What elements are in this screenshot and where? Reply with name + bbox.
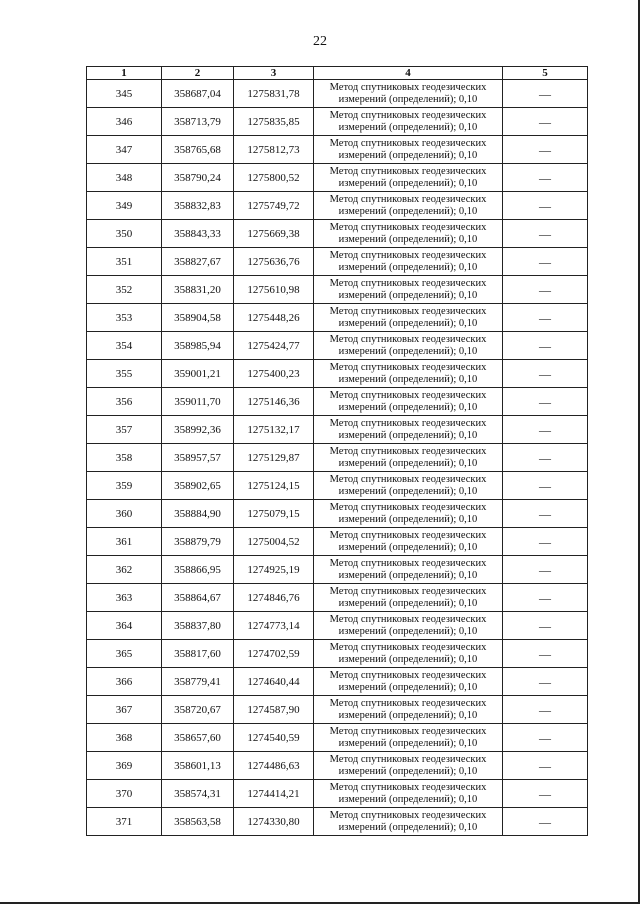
method-line-2: измерений (определений); 0,10 xyxy=(338,793,478,805)
column-5-cell: — xyxy=(503,584,588,612)
header-row xyxy=(87,67,588,80)
y-coordinate-cell: 1274773,14 xyxy=(234,612,314,640)
column-header-5: 5 xyxy=(503,67,588,80)
method-line-2: измерений (определений); 0,10 xyxy=(338,205,478,217)
point-number-cell: 367 xyxy=(87,696,162,724)
point-number-cell: 354 xyxy=(87,332,162,360)
point-number-cell: 365 xyxy=(87,640,162,668)
x-coordinate-cell: 358574,31 xyxy=(162,780,234,808)
point-number-cell: 356 xyxy=(87,388,162,416)
table-header xyxy=(87,67,588,80)
method-cell xyxy=(314,276,503,304)
y-coordinate-cell: 1275448,26 xyxy=(234,304,314,332)
method-line-2: измерений (определений); 0,10 xyxy=(338,625,478,637)
x-coordinate-cell: 358790,24 xyxy=(162,164,234,192)
x-coordinate-cell: 358879,79 xyxy=(162,528,234,556)
table-row xyxy=(87,444,588,472)
method-line-2: измерений (определений); 0,10 xyxy=(338,737,478,749)
column-5-cell: — xyxy=(503,724,588,752)
table-row xyxy=(87,108,588,136)
table-row xyxy=(87,780,588,808)
point-number-cell: 351 xyxy=(87,248,162,276)
table-row xyxy=(87,528,588,556)
method-cell xyxy=(314,108,503,136)
method-line-2: измерений (определений); 0,10 xyxy=(338,261,478,273)
method-cell xyxy=(314,808,503,836)
method-cell xyxy=(314,416,503,444)
method-cell xyxy=(314,640,503,668)
table-row xyxy=(87,612,588,640)
column-5-cell: — xyxy=(503,556,588,584)
x-coordinate-cell: 358817,60 xyxy=(162,640,234,668)
method-line-1: Метод спутниковых геодезических xyxy=(329,417,487,429)
column-5-cell: — xyxy=(503,752,588,780)
table-row xyxy=(87,724,588,752)
x-coordinate-cell: 358779,41 xyxy=(162,668,234,696)
point-number-cell: 352 xyxy=(87,276,162,304)
method-line-1: Метод спутниковых геодезических xyxy=(329,809,487,821)
method-cell xyxy=(314,388,503,416)
point-number-cell: 368 xyxy=(87,724,162,752)
column-5-cell: — xyxy=(503,668,588,696)
method-line-2: измерений (определений); 0,10 xyxy=(338,485,478,497)
column-5-cell: — xyxy=(503,388,588,416)
method-line-2: измерений (определений); 0,10 xyxy=(338,373,478,385)
column-5-cell: — xyxy=(503,220,588,248)
point-number-cell: 348 xyxy=(87,164,162,192)
method-line-1: Метод спутниковых геодезических xyxy=(329,473,487,485)
y-coordinate-cell: 1275424,77 xyxy=(234,332,314,360)
column-5-cell: — xyxy=(503,80,588,108)
y-coordinate-cell: 1274640,44 xyxy=(234,668,314,696)
x-coordinate-cell: 359001,21 xyxy=(162,360,234,388)
method-cell xyxy=(314,248,503,276)
method-line-2: измерений (определений); 0,10 xyxy=(338,457,478,469)
point-number-cell: 347 xyxy=(87,136,162,164)
y-coordinate-cell: 1274846,76 xyxy=(234,584,314,612)
y-coordinate-cell: 1274330,80 xyxy=(234,808,314,836)
point-number-cell: 364 xyxy=(87,612,162,640)
column-5-cell: — xyxy=(503,136,588,164)
y-coordinate-cell: 1275129,87 xyxy=(234,444,314,472)
x-coordinate-cell: 358884,90 xyxy=(162,500,234,528)
method-line-1: Метод спутниковых геодезических xyxy=(329,557,487,569)
method-cell xyxy=(314,192,503,220)
method-cell xyxy=(314,472,503,500)
method-line-2: измерений (определений); 0,10 xyxy=(338,289,478,301)
y-coordinate-cell: 1275636,76 xyxy=(234,248,314,276)
y-coordinate-cell: 1275831,78 xyxy=(234,80,314,108)
method-line-1: Метод спутниковых геодезических xyxy=(329,305,487,317)
method-cell xyxy=(314,332,503,360)
x-coordinate-cell: 359011,70 xyxy=(162,388,234,416)
method-line-1: Метод спутниковых геодезических xyxy=(329,221,487,233)
x-coordinate-cell: 358601,13 xyxy=(162,752,234,780)
method-cell xyxy=(314,528,503,556)
table-row xyxy=(87,248,588,276)
table-row xyxy=(87,80,588,108)
method-cell xyxy=(314,556,503,584)
method-line-1: Метод спутниковых геодезических xyxy=(329,697,487,709)
method-line-2: измерений (определений); 0,10 xyxy=(338,821,478,833)
point-number-cell: 369 xyxy=(87,752,162,780)
page-number: 22 xyxy=(313,34,327,49)
method-line-1: Метод спутниковых геодезических xyxy=(329,725,487,737)
method-line-1: Метод спутниковых геодезических xyxy=(329,613,487,625)
table-row xyxy=(87,668,588,696)
method-line-1: Метод спутниковых геодезических xyxy=(329,137,487,149)
method-line-1: Метод спутниковых геодезических xyxy=(329,529,487,541)
table-body xyxy=(87,80,588,836)
column-5-cell: — xyxy=(503,444,588,472)
y-coordinate-cell: 1275669,38 xyxy=(234,220,314,248)
y-coordinate-cell: 1275800,52 xyxy=(234,164,314,192)
y-coordinate-cell: 1274414,21 xyxy=(234,780,314,808)
y-coordinate-cell: 1275124,15 xyxy=(234,472,314,500)
method-cell xyxy=(314,696,503,724)
method-line-1: Метод спутниковых геодезических xyxy=(329,277,487,289)
method-line-2: измерений (определений); 0,10 xyxy=(338,345,478,357)
y-coordinate-cell: 1274925,19 xyxy=(234,556,314,584)
method-line-1: Метод спутниковых геодезических xyxy=(329,501,487,513)
x-coordinate-cell: 358687,04 xyxy=(162,80,234,108)
point-number-cell: 370 xyxy=(87,780,162,808)
y-coordinate-cell: 1275004,52 xyxy=(234,528,314,556)
method-line-2: измерений (определений); 0,10 xyxy=(338,513,478,525)
table-row xyxy=(87,220,588,248)
x-coordinate-cell: 358992,36 xyxy=(162,416,234,444)
method-line-2: измерений (определений); 0,10 xyxy=(338,569,478,581)
column-5-cell: — xyxy=(503,780,588,808)
method-line-2: измерений (определений); 0,10 xyxy=(338,121,478,133)
method-cell xyxy=(314,752,503,780)
point-number-cell: 350 xyxy=(87,220,162,248)
method-cell xyxy=(314,668,503,696)
y-coordinate-cell: 1275835,85 xyxy=(234,108,314,136)
point-number-cell: 371 xyxy=(87,808,162,836)
x-coordinate-cell: 358866,95 xyxy=(162,556,234,584)
x-coordinate-cell: 358902,65 xyxy=(162,472,234,500)
table-row xyxy=(87,192,588,220)
column-header-1: 1 xyxy=(87,67,162,80)
method-line-1: Метод спутниковых геодезических xyxy=(329,781,487,793)
column-5-cell: — xyxy=(503,192,588,220)
method-line-1: Метод спутниковых геодезических xyxy=(329,165,487,177)
method-line-1: Метод спутниковых геодезических xyxy=(329,641,487,653)
column-5-cell: — xyxy=(503,304,588,332)
x-coordinate-cell: 358831,20 xyxy=(162,276,234,304)
x-coordinate-cell: 358563,58 xyxy=(162,808,234,836)
method-line-2: измерений (определений); 0,10 xyxy=(338,93,478,105)
method-cell xyxy=(314,164,503,192)
method-cell xyxy=(314,584,503,612)
method-line-1: Метод спутниковых геодезических xyxy=(329,81,487,93)
x-coordinate-cell: 358904,58 xyxy=(162,304,234,332)
y-coordinate-cell: 1275610,98 xyxy=(234,276,314,304)
method-line-2: измерений (определений); 0,10 xyxy=(338,401,478,413)
method-cell xyxy=(314,304,503,332)
method-line-1: Метод спутниковых геодезических xyxy=(329,753,487,765)
column-5-cell: — xyxy=(503,640,588,668)
y-coordinate-cell: 1275812,73 xyxy=(234,136,314,164)
method-line-2: измерений (определений); 0,10 xyxy=(338,149,478,161)
method-line-1: Метод спутниковых геодезических xyxy=(329,585,487,597)
column-5-cell: — xyxy=(503,528,588,556)
x-coordinate-cell: 358837,80 xyxy=(162,612,234,640)
table-row xyxy=(87,164,588,192)
table-row xyxy=(87,136,588,164)
point-number-cell: 366 xyxy=(87,668,162,696)
table-row xyxy=(87,472,588,500)
point-number-cell: 346 xyxy=(87,108,162,136)
point-number-cell: 345 xyxy=(87,80,162,108)
method-line-2: измерений (определений); 0,10 xyxy=(338,541,478,553)
column-5-cell: — xyxy=(503,696,588,724)
table-row xyxy=(87,752,588,780)
column-5-cell: — xyxy=(503,612,588,640)
point-number-cell: 361 xyxy=(87,528,162,556)
column-5-cell: — xyxy=(503,108,588,136)
x-coordinate-cell: 358985,94 xyxy=(162,332,234,360)
method-line-2: измерений (определений); 0,10 xyxy=(338,177,478,189)
column-header-3: 3 xyxy=(234,67,314,80)
x-coordinate-cell: 358843,33 xyxy=(162,220,234,248)
column-header-2: 2 xyxy=(162,67,234,80)
table-row xyxy=(87,584,588,612)
table-row xyxy=(87,416,588,444)
method-line-1: Метод спутниковых геодезических xyxy=(329,109,487,121)
method-line-2: измерений (определений); 0,10 xyxy=(338,233,478,245)
method-line-2: измерений (определений); 0,10 xyxy=(338,765,478,777)
method-cell xyxy=(314,612,503,640)
method-cell xyxy=(314,500,503,528)
point-number-cell: 360 xyxy=(87,500,162,528)
method-line-1: Метод спутниковых геодезических xyxy=(329,249,487,261)
column-5-cell: — xyxy=(503,332,588,360)
y-coordinate-cell: 1274486,63 xyxy=(234,752,314,780)
coordinates-table xyxy=(86,66,588,836)
method-line-2: измерений (определений); 0,10 xyxy=(338,709,478,721)
y-coordinate-cell: 1275079,15 xyxy=(234,500,314,528)
table-row xyxy=(87,304,588,332)
y-coordinate-cell: 1274702,59 xyxy=(234,640,314,668)
point-number-cell: 363 xyxy=(87,584,162,612)
x-coordinate-cell: 358832,83 xyxy=(162,192,234,220)
y-coordinate-cell: 1274540,59 xyxy=(234,724,314,752)
point-number-cell: 358 xyxy=(87,444,162,472)
method-line-2: измерений (определений); 0,10 xyxy=(338,681,478,693)
table-row xyxy=(87,696,588,724)
y-coordinate-cell: 1275132,17 xyxy=(234,416,314,444)
point-number-cell: 362 xyxy=(87,556,162,584)
table-row xyxy=(87,556,588,584)
table-row xyxy=(87,276,588,304)
method-cell xyxy=(314,724,503,752)
column-5-cell: — xyxy=(503,276,588,304)
table-row xyxy=(87,360,588,388)
table-row xyxy=(87,388,588,416)
method-cell xyxy=(314,360,503,388)
x-coordinate-cell: 358713,79 xyxy=(162,108,234,136)
y-coordinate-cell: 1275749,72 xyxy=(234,192,314,220)
column-5-cell: — xyxy=(503,248,588,276)
x-coordinate-cell: 358657,60 xyxy=(162,724,234,752)
method-line-1: Метод спутниковых геодезических xyxy=(329,193,487,205)
method-line-1: Метод спутниковых геодезических xyxy=(329,333,487,345)
table-row xyxy=(87,640,588,668)
column-5-cell: — xyxy=(503,164,588,192)
point-number-cell: 353 xyxy=(87,304,162,332)
x-coordinate-cell: 358827,67 xyxy=(162,248,234,276)
point-number-cell: 359 xyxy=(87,472,162,500)
x-coordinate-cell: 358765,68 xyxy=(162,136,234,164)
table-row xyxy=(87,332,588,360)
column-header-4: 4 xyxy=(314,67,503,80)
method-cell xyxy=(314,780,503,808)
method-cell xyxy=(314,444,503,472)
column-5-cell: — xyxy=(503,472,588,500)
y-coordinate-cell: 1274587,90 xyxy=(234,696,314,724)
method-line-2: измерений (определений); 0,10 xyxy=(338,429,478,441)
method-line-2: измерений (определений); 0,10 xyxy=(338,597,478,609)
point-number-cell: 349 xyxy=(87,192,162,220)
column-5-cell: — xyxy=(503,360,588,388)
table-row xyxy=(87,500,588,528)
point-number-cell: 357 xyxy=(87,416,162,444)
x-coordinate-cell: 358720,67 xyxy=(162,696,234,724)
method-line-1: Метод спутниковых геодезических xyxy=(329,361,487,373)
x-coordinate-cell: 358957,57 xyxy=(162,444,234,472)
column-5-cell: — xyxy=(503,808,588,836)
method-cell xyxy=(314,80,503,108)
method-line-2: измерений (определений); 0,10 xyxy=(338,653,478,665)
y-coordinate-cell: 1275400,23 xyxy=(234,360,314,388)
point-number-cell: 355 xyxy=(87,360,162,388)
y-coordinate-cell: 1275146,36 xyxy=(234,388,314,416)
x-coordinate-cell: 358864,67 xyxy=(162,584,234,612)
column-5-cell: — xyxy=(503,416,588,444)
method-line-2: измерений (определений); 0,10 xyxy=(338,317,478,329)
method-line-1: Метод спутниковых геодезических xyxy=(329,669,487,681)
method-cell xyxy=(314,136,503,164)
method-cell xyxy=(314,220,503,248)
method-line-1: Метод спутниковых геодезических xyxy=(329,389,487,401)
table-row xyxy=(87,808,588,836)
method-line-1: Метод спутниковых геодезических xyxy=(329,445,487,457)
column-5-cell: — xyxy=(503,500,588,528)
